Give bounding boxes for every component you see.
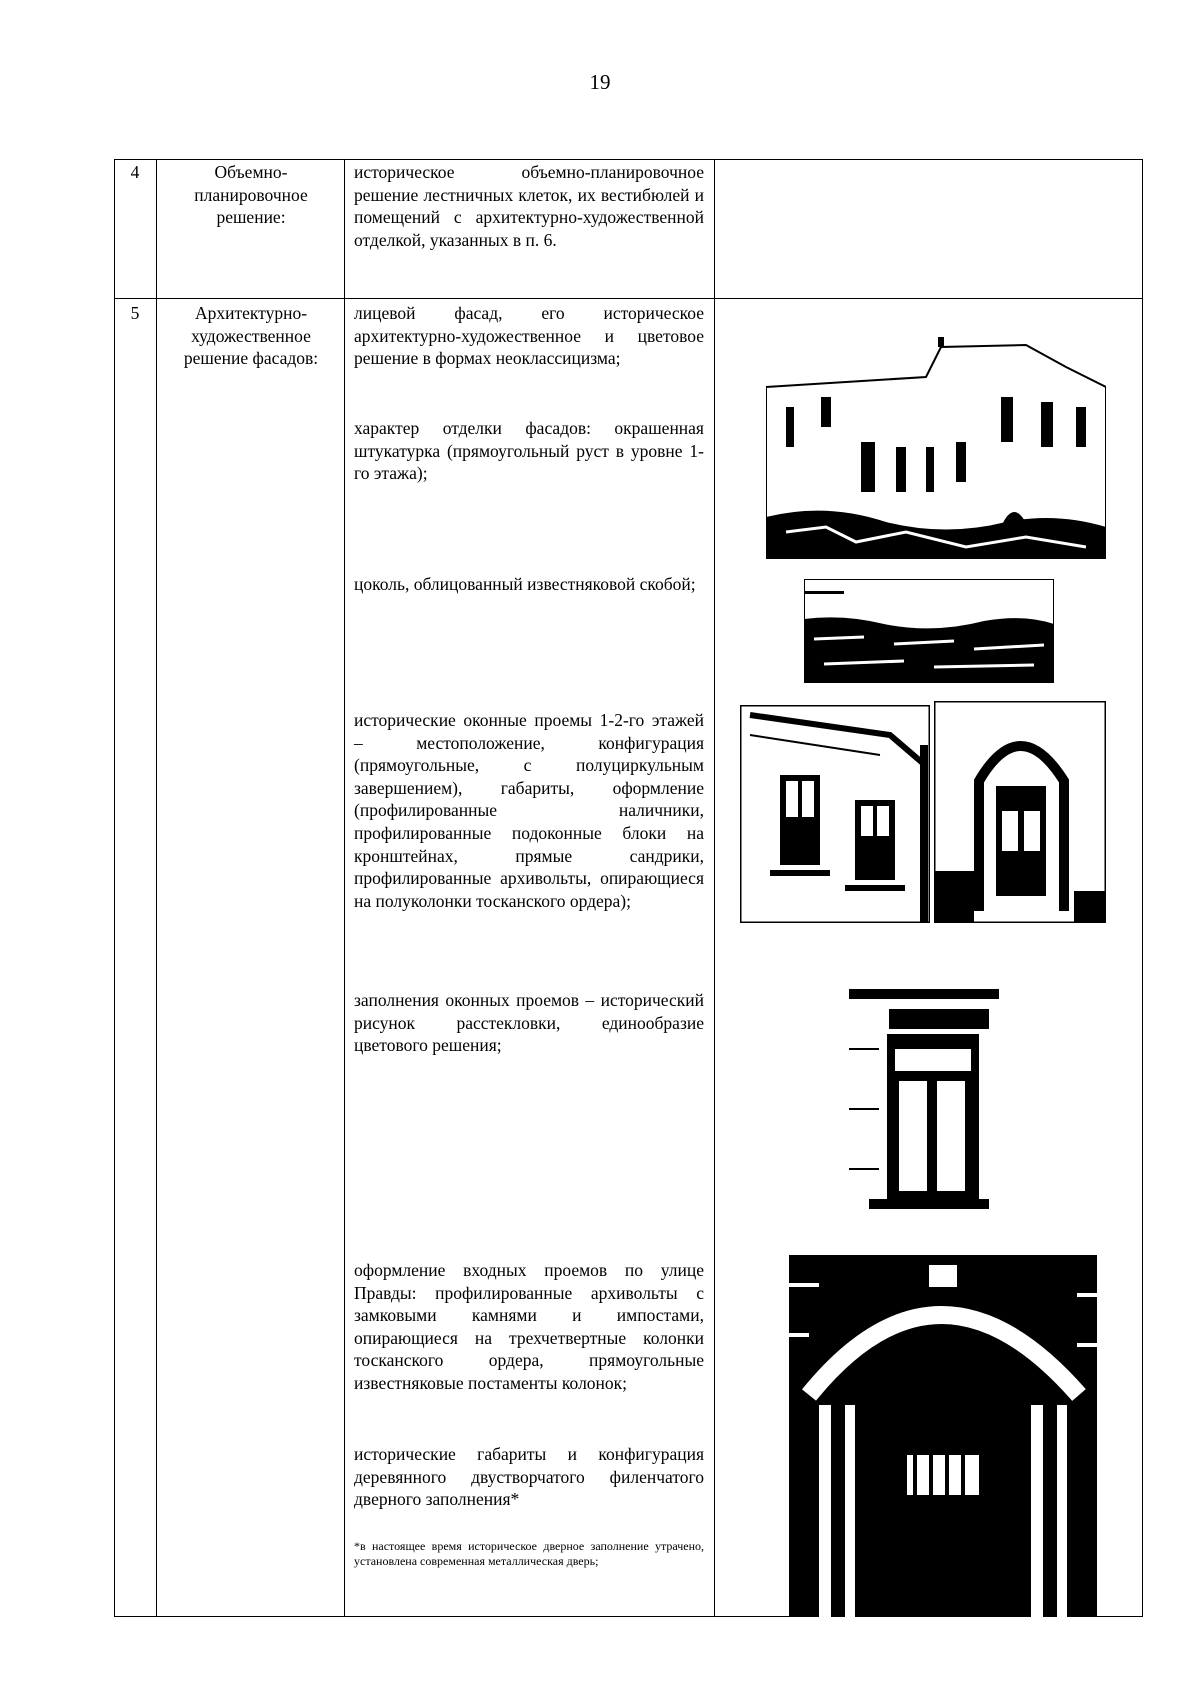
entrance-paragraph: оформление входных проемов по улице Правды: профилированные архивольты с замковыми камнями и импостами, опирающиеся на трехчетвертные колонки тосканского ордера, прямоугольные известняковые постаменты колонок;: [354, 1260, 704, 1393]
windows-paragraph: исторические оконные проемы 1-2-го этажей – местоположение, конфигурация (прямоугольные, с полуциркульным завершением), габариты, оформление (профилированные наличники, профилированные подоконные блоки на кронштейнах, прямые сандрики, профилированные архивольты, опирающиеся на полуколонки тосканского ордера);: [354, 710, 704, 911]
protected-items-table: [114, 159, 1143, 1617]
plinth-photo: [804, 579, 1054, 683]
facade-paragraph: лицевой фасад, его историческое архитектурно-художественное и цветовое решение в формах неоклассицизма;: [354, 303, 704, 369]
entrance-photo: [789, 1255, 1097, 1617]
table-col-divider-1: [156, 159, 157, 1617]
plinth-paragraph: цоколь, облицованный известняковой скобой;: [354, 574, 696, 594]
row-4-name: Объемно-планировочное решение:: [194, 162, 308, 228]
finish-paragraph: характер отделки фасадов: окрашенная штукатурка (прямоугольный руст в уровне 1-го этажа);: [354, 418, 704, 484]
row-4-description: историческое объемно-планировочное решение лестничных клеток, их вестибюлей и помещений с архитектурно-художественной отделкой, указанных в п. 6.: [354, 162, 704, 250]
door-paragraph: исторические габариты и конфигурация деревянного двустворчатого филенчатого дверного заполнения*: [354, 1444, 704, 1510]
table-col-divider-3: [714, 159, 715, 1617]
row-5-name: Архитектурно-художественное решение фасадов:: [183, 303, 319, 369]
table-border-left: [114, 159, 115, 1617]
table-col-divider-2: [344, 159, 345, 1617]
door-footnote: *в настоящее время историческое дверное заполнение утрачено, установлена современная металлическая дверь;: [354, 1539, 704, 1568]
window-photo-left: [740, 705, 930, 923]
window-photo-right: [934, 701, 1106, 923]
table-border-top: [114, 159, 1143, 160]
window-fill-paragraph: заполнения оконных проемов – исторический рисунок расстекловки, единообразие цветового решения;: [354, 990, 704, 1056]
facade-photo: [766, 327, 1106, 559]
row-4-number: 4: [130, 162, 140, 182]
window-fill-photo: [849, 989, 999, 1221]
row-5-number: 5: [130, 303, 140, 323]
table-border-row-divider: [114, 298, 1143, 299]
page-number: 19: [589, 70, 611, 94]
table-border-right: [1142, 159, 1143, 1617]
